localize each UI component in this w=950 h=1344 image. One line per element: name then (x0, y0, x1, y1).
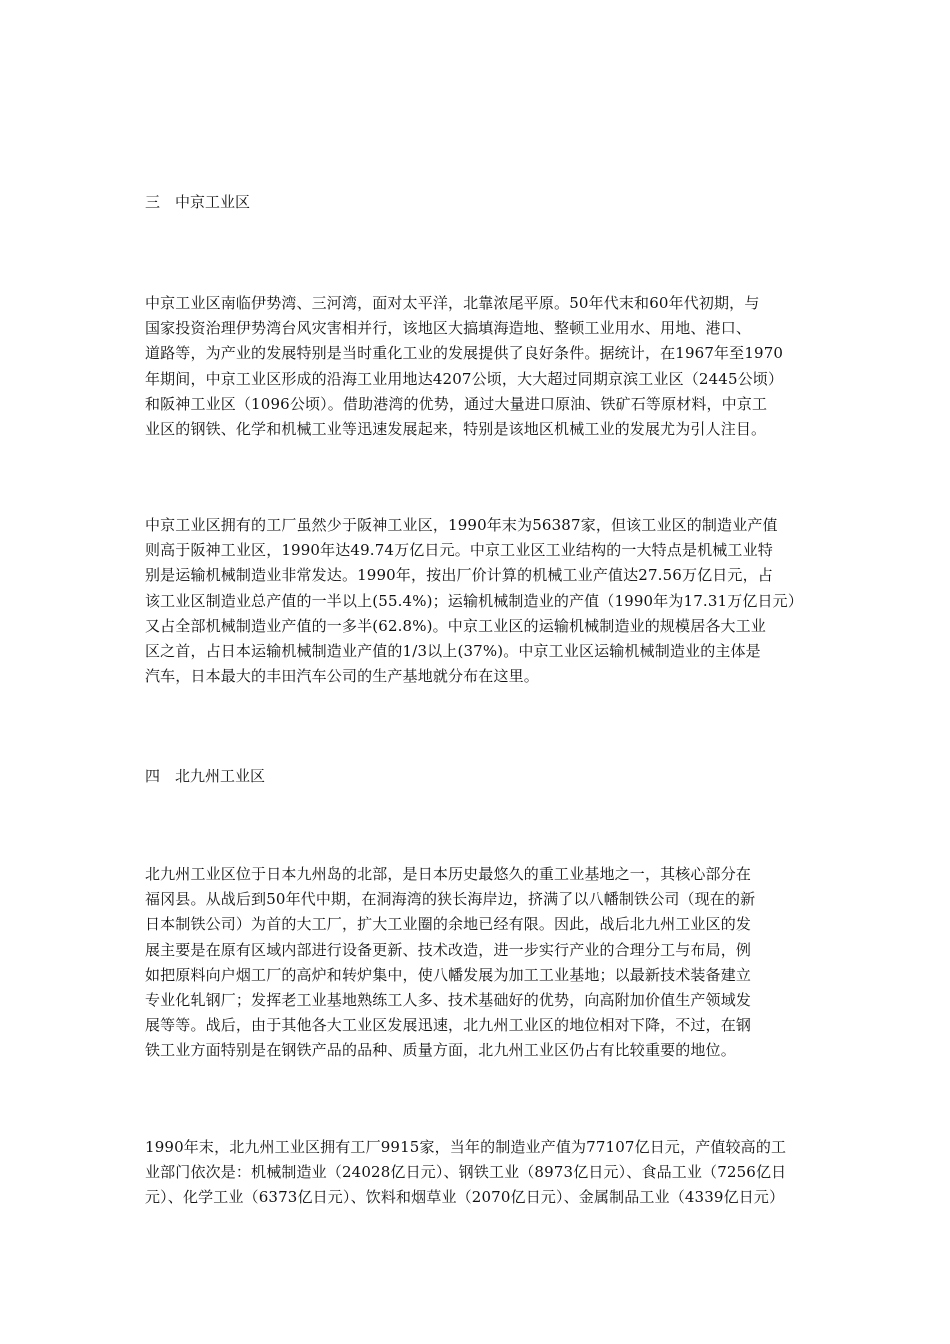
paragraph-line: 别是运输机械制造业非常发达。1990年，按出厂价计算的机械工业产值达27.56万亿日元，占 (145, 566, 773, 585)
paragraph-line: 区之首，占日本运输机械制造业产值的1/3以上(37%)。中京工业区运输机械制造业的主体是 (145, 642, 761, 661)
section-3-paragraph-2 (145, 513, 825, 689)
paragraph-line: 年期间，中京工业区形成的沿海工业用地达4207公顷，大大超过同期京滨工业区（2445公顷） (145, 369, 784, 388)
section-3-heading: 三 中京工业区 (145, 193, 251, 211)
paragraph-line: 展主要是在原有区域内部进行设备更新、技术改造，进一步实行产业的合理分工与布局，例 (145, 940, 752, 959)
paragraph-line: 汽车，日本最大的丰田汽车公司的生产基地就分布在这里。 (145, 667, 539, 686)
paragraph-line: 铁工业方面特别是在钢铁产品的品种、质量方面，北九州工业区仍占有比较重要的地位。 (145, 1041, 736, 1060)
section-4-heading: 四 北九州工业区 (145, 767, 266, 785)
paragraph-line: 该工业区制造业总产值的一半以上(55.4%)；运输机械制造业的产值（1990年为17.31万亿日元） (145, 591, 803, 610)
paragraph-line: 元）、化学工业（6373亿日元）、饮料和烟草业（2070亿日元）、金属制品工业（4339亿日元） (145, 1188, 785, 1207)
paragraph-line: 专业化轧钢厂；发挥老工业基地熟练工人多、技术基础好的优势，向高附加价值生产领域发 (145, 991, 752, 1010)
paragraph-line: 业区的钢铁、化学和机械工业等迅速发展起来，特别是该地区机械工业的发展尤为引人注目。 (145, 420, 767, 439)
paragraph-line: 又占全部机械制造业产值的一多半(62.8%)。中京工业区的运输机械制造业的规模居各大工业 (145, 616, 766, 635)
paragraph-line: 中京工业区拥有的工厂虽然少于阪神工业区，1990年末为56387家，但该工业区的制造业产值 (145, 516, 778, 534)
paragraph-line: 和阪神工业区（1096公顷）。借助港湾的优势，通过大量进口原油、铁矿石等原材料，中京工 (145, 394, 768, 413)
paragraph-line: 中京工业区南临伊势湾、三河湾，面对太平洋，北靠浓尾平原。50年代末和60年代初期，与 (145, 294, 760, 312)
paragraph-line: 如把原料向户烟工厂的高炉和转炉集中，使八幡发展为加工工业基地；以最新技术装备建立 (145, 965, 752, 984)
paragraph-line: 日本制铁公司）为首的大工厂，扩大工业圈的余地已经有限。因此，战后北九州工业区的发 (145, 915, 752, 934)
paragraph-line: 1990年末，北九州工业区拥有工厂9915家，当年的制造业产值为77107亿日元，产值较高的工 (145, 1138, 787, 1156)
section-3-paragraph-1 (145, 291, 825, 442)
paragraph-line: 道路等，为产业的发展特别是当时重化工业的发展提供了良好条件。据统计，在1967年至1970 (145, 344, 784, 363)
paragraph-line: 北九州工业区位于日本九州岛的北部，是日本历史最悠久的重工业基地之一，其核心部分在 (145, 865, 752, 883)
paragraph-line: 国家投资治理伊势湾台风灾害相并行，该地区大搞填海造地、整顿工业用水、用地、港口、 (145, 319, 752, 338)
section-4-paragraph-1 (145, 862, 825, 1064)
section-4-paragraph-2 (145, 1135, 825, 1211)
paragraph-line: 福冈县。从战后到50年代中期，在洞海湾的狭长海岸边，挤满了以八幡制铁公司（现在的新 (145, 890, 756, 909)
paragraph-line: 展等等。战后，由于其他各大工业区发展迅速，北九州工业区的地位相对下降，不过，在钢 (145, 1016, 752, 1035)
paragraph-line: 则高于阪神工业区，1990年达49.74万亿日元。中京工业区工业结构的一大特点是机械工业特 (145, 541, 773, 560)
paragraph-line: 业部门依次是：机械制造业（24028亿日元）、钢铁工业（8973亿日元）、食品工业（7256亿日 (145, 1163, 787, 1182)
